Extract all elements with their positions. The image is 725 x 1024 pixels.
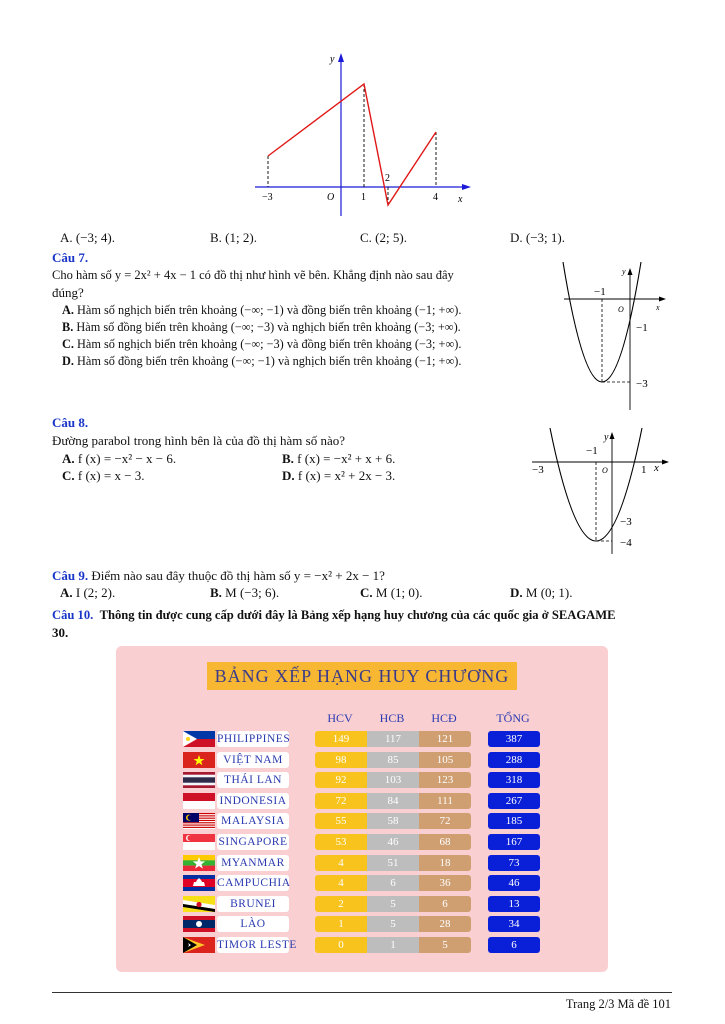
timor-leste-flag <box>183 937 215 953</box>
question-9: Câu 9. Điểm nào sau đây thuộc đồ thị hàm số y = −x² + 2x − 1? <box>52 568 385 583</box>
question-8-number: Câu 8. <box>52 415 89 430</box>
total-count: 387 <box>488 731 540 747</box>
medal-row <box>183 855 543 871</box>
label-minus-4: −4 <box>620 537 632 549</box>
myanmar-flag <box>183 855 215 871</box>
total-count: 34 <box>488 916 540 932</box>
silver-count: 1 <box>367 937 419 953</box>
thailand-flag <box>183 772 215 788</box>
x-axis-label: x <box>654 462 659 474</box>
question-7-number: Câu 7. <box>52 250 89 265</box>
y-axis-label: y <box>330 54 335 65</box>
country-name: VIỆT NAM <box>217 752 289 768</box>
option-a[interactable]: A. (−3; 4). <box>60 230 115 245</box>
bronze-count: 6 <box>419 896 471 912</box>
country-name: MALAYSIA <box>217 813 289 829</box>
y-axis-label: y <box>604 432 609 443</box>
country-name: PHILIPPINES <box>217 733 291 745</box>
total-count: 267 <box>488 793 540 809</box>
total-count: 288 <box>488 752 540 768</box>
gold-count: 2 <box>315 896 367 912</box>
parabola-graph-q7 <box>560 262 670 414</box>
origin-label: O <box>618 305 624 314</box>
q8-option-c[interactable]: C. f (x) = x − 3. <box>62 468 145 483</box>
origin-label: O <box>602 466 608 475</box>
q9-option-c[interactable]: C. M (1; 0). <box>360 585 423 600</box>
option-d[interactable]: D. (−3; 1). <box>510 230 565 245</box>
total-count: 46 <box>488 875 540 891</box>
label-1: 1 <box>641 464 647 476</box>
q6-options <box>60 230 660 248</box>
medal-row <box>183 937 543 953</box>
silver-count: 5 <box>367 896 419 912</box>
option-b[interactable]: B. (1; 2). <box>210 230 257 245</box>
country-name: LÀO <box>217 916 289 932</box>
silver-count: 85 <box>367 752 419 768</box>
total-count: 318 <box>488 772 540 788</box>
q8-option-a[interactable]: A. f (x) = −x² − x − 6. <box>62 451 177 466</box>
silver-count: 5 <box>367 916 419 932</box>
q8-option-b[interactable]: B. f (x) = −x² + x + 6. <box>282 451 396 466</box>
question-8-stem: Đường parabol trong hình bên là của đồ thị hàm số nào? <box>52 433 345 448</box>
silver-count: 46 <box>367 834 419 850</box>
gold-count: 149 <box>315 731 367 747</box>
tick-label: 4 <box>433 192 438 203</box>
singapore-flag <box>183 834 215 850</box>
bronze-count: 36 <box>419 875 471 891</box>
country-name: MYANMAR <box>217 855 289 871</box>
x-axis-label: x <box>656 303 660 312</box>
label-minus-1: −1 <box>594 286 606 298</box>
silver-count: 117 <box>367 731 419 747</box>
gold-count: 55 <box>315 813 367 829</box>
label-minus-3: −3 <box>620 516 632 528</box>
bronze-count: 18 <box>419 855 471 871</box>
question-7-stem: Cho hàm số y = 2x² + 4x − 1 có đồ thị như hình vẽ bên. Khẳng định nào sau đây <box>52 268 454 282</box>
label-minus-3: −3 <box>532 464 544 476</box>
bronze-count: 111 <box>419 793 471 809</box>
bronze-count: 72 <box>419 813 471 829</box>
medal-row <box>183 731 543 747</box>
gold-count: 4 <box>315 875 367 891</box>
country-name: SINGAPORE <box>218 836 288 848</box>
label-minus-3: −3 <box>636 378 648 390</box>
question-10-cont: 30. <box>52 625 69 640</box>
bronze-count: 68 <box>419 834 471 850</box>
q8-option-d[interactable]: D. f (x) = x² + 2x − 3. <box>282 468 396 483</box>
medal-row <box>183 793 543 809</box>
q9-option-d[interactable]: D. M (0; 1). <box>510 585 573 600</box>
option-c[interactable]: C. (2; 5). <box>360 230 407 245</box>
tick-label: 1 <box>361 192 366 203</box>
medal-row <box>183 834 543 850</box>
label-minus-1: −1 <box>586 445 598 457</box>
silver-count: 58 <box>367 813 419 829</box>
q9-options <box>60 585 660 603</box>
gold-count: 98 <box>315 752 367 768</box>
malaysia-flag <box>183 813 215 829</box>
total-count: 185 <box>488 813 540 829</box>
bronze-count: 28 <box>419 916 471 932</box>
bronze-count: 5 <box>419 937 471 953</box>
bronze-count: 105 <box>419 752 471 768</box>
y-axis-label: y <box>622 267 626 276</box>
medal-row <box>183 813 543 829</box>
total-count: 167 <box>488 834 540 850</box>
label-minus-1: −1 <box>636 322 648 334</box>
silver-count: 103 <box>367 772 419 788</box>
indonesia-flag <box>183 793 215 809</box>
country-name: INDONESIA <box>217 793 289 809</box>
gold-count: 0 <box>315 937 367 953</box>
origin-label: O <box>327 192 335 203</box>
gold-count: 4 <box>315 855 367 871</box>
piecewise-graph <box>250 50 480 220</box>
footer-divider <box>52 992 672 993</box>
silver-count: 84 <box>367 793 419 809</box>
question-10: Câu 10. Thông tin được cung cấp dưới đây là Bảng xếp hạng huy chương của các quốc gia ở SEAGAME <box>52 608 616 622</box>
silver-count: 6 <box>367 875 419 891</box>
parabola-graph-q8 <box>530 428 675 556</box>
tick-label: −3 <box>262 192 273 203</box>
header-silver: HCB <box>379 711 405 725</box>
q7-option-c[interactable]: C. Hàm số nghịch biến trên khoảng (−∞; −3) và đồng biến trên khoảng (−3; +∞). <box>62 337 462 351</box>
medal-row <box>183 752 543 768</box>
gold-count: 72 <box>315 793 367 809</box>
gold-count: 1 <box>315 916 367 932</box>
country-name: BRUNEI <box>217 896 289 912</box>
philippines-flag <box>183 731 215 747</box>
brunei-flag <box>183 896 215 912</box>
country-name: CAMPUCHIA <box>217 877 291 890</box>
total-count: 73 <box>488 855 540 871</box>
tick-label: 2 <box>385 173 390 184</box>
total-count: 6 <box>488 937 540 953</box>
total-count: 13 <box>488 896 540 912</box>
q7-option-a[interactable]: A. Hàm số nghịch biến trên khoảng (−∞; −1) và đồng biến trên khoảng (−1; +∞). <box>62 303 462 317</box>
laos-flag <box>183 916 215 932</box>
q7-option-d[interactable]: D. Hàm số đồng biến trên khoảng (−∞; −1) và nghịch biến trên khoảng (−1; +∞). <box>62 354 462 368</box>
header-total: TỔNG <box>496 711 530 725</box>
vietnam-flag <box>183 752 215 768</box>
country-name: TIMOR LESTE <box>217 939 297 951</box>
medal-row <box>183 772 543 788</box>
medal-row <box>183 875 543 891</box>
header-gold: HCV <box>327 711 353 725</box>
cambodia-flag <box>183 875 215 891</box>
page-footer: Trang 2/3 Mã đề 101 <box>565 997 671 1011</box>
medal-row <box>183 916 543 932</box>
q7-option-b[interactable]: B. Hàm số đồng biến trên khoảng (−∞; −3) và nghịch biến trên khoảng (−3; +∞). <box>62 320 461 334</box>
gold-count: 92 <box>315 772 367 788</box>
question-7-stem-cont: đúng? <box>52 285 84 300</box>
x-axis-label: x <box>458 194 463 205</box>
bronze-count: 123 <box>419 772 471 788</box>
silver-count: 51 <box>367 855 419 871</box>
medal-table-title: BẢNG XẾP HẠNG HUY CHƯƠNG <box>207 662 517 690</box>
gold-count: 53 <box>315 834 367 850</box>
country-name: THÁI LAN <box>217 772 289 788</box>
q9-option-a[interactable]: A. I (2; 2). <box>60 585 116 600</box>
medal-row <box>183 896 543 912</box>
q9-option-b[interactable]: B. M (−3; 6). <box>210 585 280 600</box>
header-bronze: HCĐ <box>431 711 457 725</box>
bronze-count: 121 <box>419 731 471 747</box>
